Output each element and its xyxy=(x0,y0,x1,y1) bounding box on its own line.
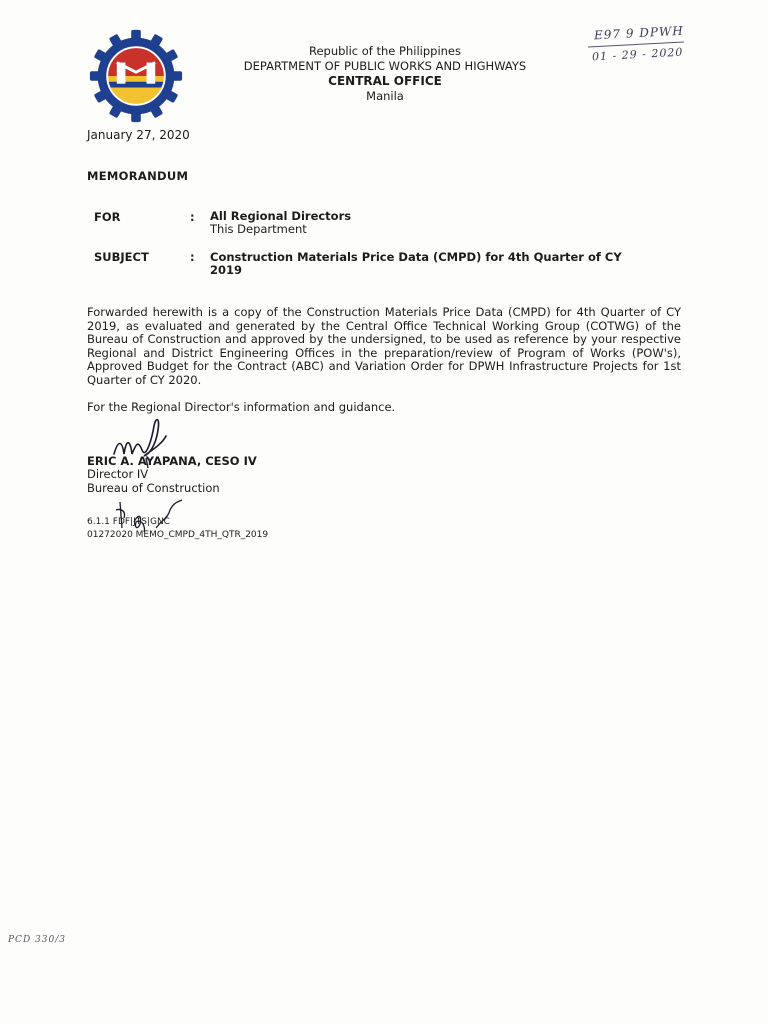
handwritten-initials xyxy=(112,498,192,534)
subject-label: SUBJECT xyxy=(94,250,149,264)
for-colon: : xyxy=(190,210,195,224)
reference-filename: 01272020 MEMO_CMPD_4TH_QTR_2019 xyxy=(87,530,269,540)
subject-colon: : xyxy=(190,250,195,264)
signatory-title: Director IV xyxy=(87,467,149,481)
republic-line: Republic of the Philippines xyxy=(308,44,462,58)
office-line: CENTRAL OFFICE xyxy=(328,74,442,88)
memo-title: MEMORANDUM xyxy=(87,169,189,183)
for-recipient-unit: This Department xyxy=(210,222,307,236)
for-label: FOR xyxy=(94,210,121,224)
receiving-stamp-number: E97 9 DPWH xyxy=(593,23,685,43)
signatory-name: ERIC A. AYAPANA, CESO IV xyxy=(87,454,257,468)
reference-initials: 6.1.1 FDF|JTS|GNC xyxy=(87,517,170,527)
handwritten-footnote: PCD 330/3 xyxy=(8,935,66,945)
signatory-office: Bureau of Construction xyxy=(87,481,220,495)
city-line: Manila xyxy=(366,89,404,103)
for-value xyxy=(210,210,680,236)
for-recipient: All Regional Directors xyxy=(210,209,352,223)
memo-date: January 27, 2020 xyxy=(87,128,190,142)
subject-line-2: 2019 xyxy=(210,263,243,277)
letterhead xyxy=(200,44,570,104)
subject-value xyxy=(210,251,680,277)
subject-line-1: Construction Materials Price Data (CMPD) for 4th Quarter of CY xyxy=(210,250,622,264)
dpwh-seal-logo xyxy=(88,28,184,124)
department-line: DEPARTMENT OF PUBLIC WORKS AND HIGHWAYS xyxy=(243,59,527,73)
memo-body: Forwarded herewith is a copy of the Construction Materials Price Data (CMPD) for 4th Quarter of CY 2019, as evaluated and generated by the Central Office Technical Working Group (COTWG) of the Bureau of Construction and approved by the undersigned, to be used as reference by your respective Regional and District Engineering Offices in the preparation/review of Program of Works (POW's), Approved Budget for the Contract (ABC) and Variation Order for DPWH Infrastructure Projects for 1st Quarter of CY 2020. xyxy=(87,305,681,387)
memo-closing: For the Regional Director's information and guidance. xyxy=(87,400,396,414)
receiving-stamp-date: 01 - 29 - 2020 xyxy=(591,45,684,64)
